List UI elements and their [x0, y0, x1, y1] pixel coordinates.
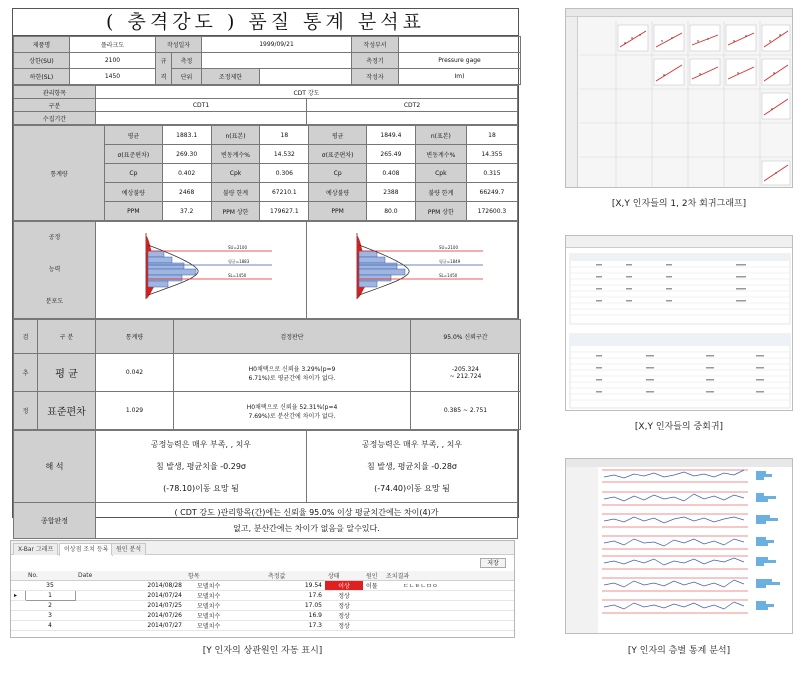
interpretation-table: 해 석 공정능력은 매우 부족, , 치우 침 발생, 평균치율 -0.29σ (-78.10)이동 요망 됨 공정능력은 매우 부족, , 치우 침 발생, 평균치율 -0.28σ (-74.40)이동 요망 됨 종합판정 ( CDT 강도 )관리항목(간)에는 신뢰율 95.0% 이상 평균치간에는 차이(4)가 없고, 분산간에는 차이가 없음을 알수있다.: [13, 430, 518, 539]
histogram-cdt2: [307, 222, 518, 319]
capability-chart: [351, 227, 491, 303]
stats-table: 통계량 평균 1883.1 n(표본) 18 평균 1849.4 n(표본) 18 σ(표준편차) 269.30 변동계수% 14.532 σ(표준편차) 265.49 변동계수% 14.355 Cp 0.402 Cpk 0.306 Cp 0.408 Cpk 0.315 예상불량 2468 불량 한계 67210.1 예상불량 2388 불량 한계 66249.7 PPM 37.2 PPM 상한 179627.1 PPM 80.0 PPM 상한 172600.3: [13, 125, 518, 221]
multiple-regression-thumbnail: [565, 235, 793, 411]
report-title: ( 충격강도 ) 품질 통계 분석표: [13, 9, 518, 36]
table-row[interactable]: 2 2014/07/25 모델치수 17.05 정상: [11, 601, 514, 611]
quality-report: [12, 8, 519, 533]
regression-graphs-thumbnail: [565, 8, 793, 188]
histogram-cdt1: [96, 222, 307, 319]
svg-text:SL=1450: SL=1450: [439, 273, 458, 278]
manage-table: 관리항목 CDT 강도 구분 CDT1 CDT2 수집기간: [13, 85, 518, 125]
table-row[interactable]: 3 2014/07/26 모델치수 16.9 정상: [11, 611, 514, 621]
regression-data-tables: [566, 248, 793, 411]
tab-cause-analysis[interactable]: 원인 분석: [111, 543, 146, 555]
svg-text:평균=1849: 평균=1849: [439, 259, 461, 264]
regression-grid: [580, 21, 792, 187]
stratified-control-charts: [566, 459, 793, 634]
report-info-table: 제품명 플라크도 작성일자 1999/09/21 작성부서 상한(SU) 2100 규 격 측정 측정기 Pressure gage 하한(SL) 1450 단위 조정제한 작성자 Im): [13, 36, 521, 85]
svg-text:SU=2100: SU=2100: [228, 245, 247, 250]
svg-text:평균=1883: 평균=1883: [228, 259, 250, 264]
process-capability-table: 공정 능력 분포도 SU=2100 평균=1883 SL=1450 SU=2100 평균=1849 SL=1450: [13, 221, 518, 319]
row-pointer-icon: ▸: [11, 591, 25, 601]
save-button[interactable]: 저장: [480, 558, 506, 568]
svg-text:SU=2100: SU=2100: [439, 245, 458, 250]
status-badge: 이상: [325, 581, 363, 591]
tab-xbar-graph[interactable]: X-Bar 그래프: [13, 543, 58, 555]
tab-anomaly-register[interactable]: 이상점 조치 등록: [59, 543, 113, 556]
anomaly-caption: [Y 인자의 상관원인 자동 표시]: [202, 646, 323, 656]
stratified-caption: [Y 인자의 층별 통계 분석]: [627, 646, 731, 656]
table-row[interactable]: 35 2014/08/28 모델치수 19.54 이상 이물 ㄷㄴㅌㄴㅁㅇ: [11, 581, 514, 591]
svg-text:SL=1450: SL=1450: [228, 273, 247, 278]
capability-chart: [140, 227, 280, 303]
anomaly-panel: [10, 540, 515, 638]
multireg-caption: [X,Y 인자들의 중회귀]: [634, 422, 724, 432]
hypothesis-test-table: 검 구 분 통계량 검정판단 95.0% 신뢰구간 추 평 균 0.042 H0채택으로 신뢰율 3.29%(p=9 6.71%)로 평균간에 차이가 없다. -205.324 ~ 212.724 정 표준편차 1.029 H0채택으로 신뢰율 52.31%(p=4 7.69%)로 분산간에 차이가 없다. 0.385 ~ 2.751: [13, 319, 521, 430]
table-row[interactable]: ▸ 1 2014/07/24 모델치수 17.6 정상: [11, 591, 514, 601]
table-row[interactable]: 4 2014/07/27 모델치수 17.3 정상: [11, 621, 514, 631]
stratified-stats-thumbnail: [565, 458, 793, 634]
anomaly-table: No. Date 항목 측정값 상태 원인 조치결과 35 2014/08/28 모델치수 19.54 이상 이물 ㄷㄴㅌㄴㅁㅇ ▸ 1 2014/07/24 모델치수 17.6 정상 2 2014/07/25 모델치수 17.05 정상 3 2014/07/26 모델치수 16.9 정상 4 2014/07/27 모델치수 17.3 정상: [11, 571, 514, 631]
regression-caption: [X,Y 인자들의 1, 2차 회귀그래프]: [611, 199, 747, 209]
